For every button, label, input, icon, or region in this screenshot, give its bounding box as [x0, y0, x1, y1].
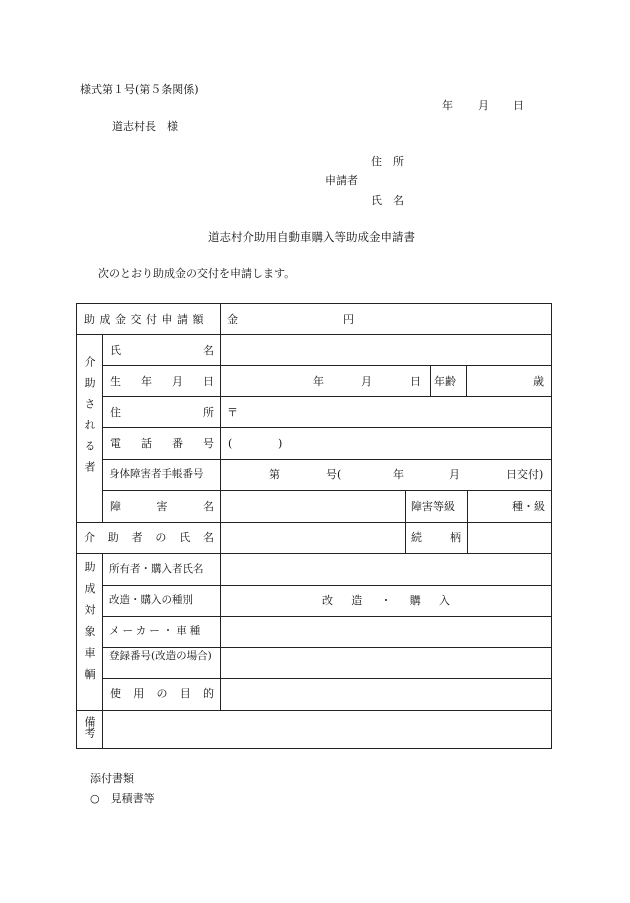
relation-label: [411, 532, 461, 543]
attachments-title: 添付書類: [90, 772, 134, 785]
type-value-1: 改: [322, 594, 333, 607]
caregiver-char-6: 名: [202, 531, 214, 544]
amount-unit: 円: [343, 313, 354, 326]
relation-char-2: 柄: [450, 531, 461, 544]
phone-char-2: 話: [141, 437, 152, 450]
disability-label: [110, 501, 214, 512]
age-label: 年齢: [434, 375, 456, 388]
caregiver-char-3: 者: [131, 531, 143, 544]
remarks-input[interactable]: [104, 712, 550, 747]
addressee: 道志村長 様: [112, 120, 178, 133]
amount-label: [84, 303, 214, 334]
birth-char-4: 日: [203, 375, 214, 388]
birth-label: [110, 376, 214, 387]
postal-mark: 〒: [227, 406, 238, 419]
caregiver-label: [84, 532, 214, 543]
age-unit: 歳: [533, 375, 544, 388]
disability-char-2: 害: [156, 500, 168, 513]
phone-paren-close: ): [278, 437, 283, 450]
maker-label: メーカー・車種: [109, 625, 204, 637]
address-label: [110, 407, 214, 418]
phone-label: [110, 438, 214, 449]
birth-day: 日: [410, 375, 421, 388]
cared-group-label: [80, 356, 98, 482]
type-value: [322, 595, 450, 606]
disability-char-1: 障: [110, 500, 121, 513]
purpose-char-5: 的: [203, 687, 214, 700]
amount-prefix: 金: [227, 313, 238, 326]
type-value-4: 購: [409, 594, 421, 607]
purpose-char-1: 使: [110, 687, 121, 700]
remarks-label: [80, 716, 98, 738]
cared-group-text: 介助される者: [83, 356, 96, 482]
birth-month: 月: [361, 375, 372, 388]
purpose-label: [110, 688, 214, 699]
application-table: [76, 303, 552, 749]
grade-label: 障害等級: [411, 500, 455, 513]
phone-char-4: 号: [203, 437, 214, 450]
type-label: 改造・購入の種別: [109, 594, 193, 606]
relation-char-1: 続: [411, 531, 422, 544]
date-year: 年: [442, 99, 453, 112]
applicant-address-label: 住 所: [371, 155, 404, 168]
caregiver-char-2: 助: [107, 531, 119, 544]
owner-label: 所有者・購入者氏名: [109, 563, 204, 575]
handbook-label: 身体障害者手帳番号: [109, 468, 204, 480]
cared-name-label: [110, 345, 214, 356]
date-month: 月: [478, 99, 489, 112]
cared-name-input[interactable]: [222, 336, 550, 364]
phone-char-1: 電: [110, 437, 121, 450]
vehicle-group-label: [80, 561, 98, 690]
applicant-name-label: 氏 名: [371, 194, 404, 207]
purpose-char-3: の: [156, 687, 168, 700]
birth-year: 年: [313, 375, 324, 388]
document-title: 道志村介助用自動車購入等助成金申請書: [208, 230, 415, 244]
handbook-dai: 第: [269, 468, 280, 481]
intro-text: 次のとおり助成金の交付を申請します。: [98, 267, 296, 280]
handbook-go: 号(: [326, 468, 342, 481]
type-value-5: 入: [439, 594, 450, 607]
birth-char-2: 年: [141, 375, 152, 388]
remarks-text: 備考: [83, 716, 96, 738]
vehicle-group-text: 助成対象車輌: [83, 561, 96, 690]
reg-label: 登録番号(改造の場合): [109, 650, 212, 662]
caregiver-char-5: 氏: [179, 531, 191, 544]
disability-char-3: 名: [203, 500, 214, 513]
type-value-3: ・: [380, 594, 392, 607]
address-char-2: 所: [203, 406, 214, 419]
phone-char-3: 番: [172, 437, 183, 450]
handbook-month: 月: [449, 468, 460, 481]
handbook-issued: 日交付): [506, 468, 544, 481]
handbook-year: 年: [393, 468, 404, 481]
attachments-item: ○ 見積書等: [90, 792, 155, 805]
amount-input[interactable]: [240, 306, 540, 332]
birth-char-1: 生: [110, 375, 121, 388]
applicant-label: 申請者: [325, 174, 358, 187]
grade-value: 種・級: [512, 500, 545, 513]
date-day: 日: [513, 99, 524, 112]
cared-name-char-1: 氏: [110, 344, 121, 357]
caregiver-char-1: 介: [84, 531, 95, 544]
phone-paren-open: (: [228, 437, 233, 450]
birth-char-3: 月: [172, 375, 183, 388]
amount-label-text: 助成金交付申請額: [84, 312, 208, 326]
purpose-char-2: 用: [133, 687, 145, 700]
purpose-char-4: 目: [179, 687, 191, 700]
caregiver-char-4: の: [155, 531, 167, 544]
address-char-1: 住: [110, 406, 121, 419]
cared-name-char-2: 名: [203, 344, 214, 357]
form-number: 様式第１号(第５条関係): [80, 83, 199, 96]
type-value-2: 造: [351, 594, 363, 607]
